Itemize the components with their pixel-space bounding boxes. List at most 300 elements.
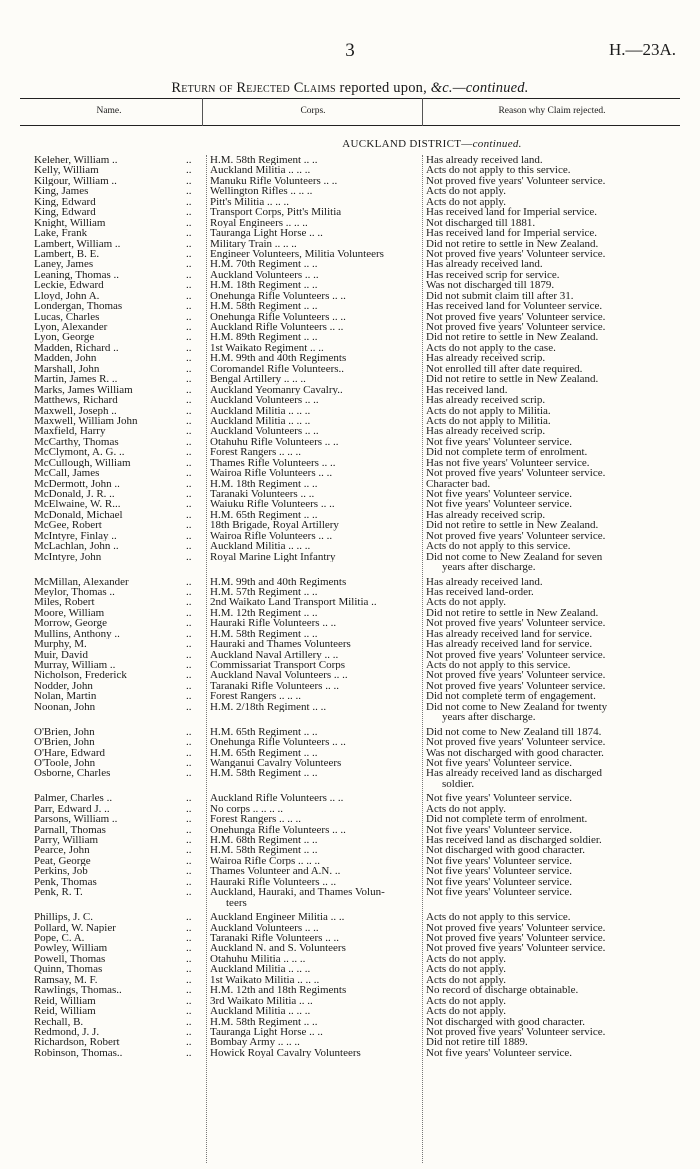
corps-cell: Engineer Volunteers, Militia Volunteers [210, 248, 384, 260]
claimant-name: Parsons, William .. [34, 814, 118, 825]
corps-cell: Auckland Rifle Volunteers .. .. [210, 322, 344, 333]
claimant-name: Palmer, Charles .. [34, 793, 113, 804]
claimant-name: McCullough, William [34, 457, 131, 469]
leader-dots: .. [186, 1015, 192, 1028]
leader-dots: .. [186, 289, 192, 302]
reason-cell: Character bad. [426, 477, 491, 490]
corps-cell: Forest Rangers .. .. .. [210, 447, 302, 458]
table-row [20, 385, 680, 395]
leader-dots: .. [186, 154, 192, 166]
corps-cell: Onehunga Rifle Volunteers .. .. [210, 311, 346, 323]
corps-cell: Wanganui Cavalry Volunteers [210, 757, 342, 769]
reason-cell: Not proved five years' Volunteer service. [426, 321, 606, 333]
leader-dots: .. [186, 362, 192, 375]
title-lead: Return of Rejected Claims [171, 80, 336, 96]
leader-dots: .. [186, 627, 192, 640]
leader-dots: .. [186, 767, 192, 780]
leader-dots: .. [186, 456, 192, 469]
table-row [20, 856, 680, 866]
claimant-name: Ramsay, M. F. [34, 974, 98, 986]
corps-cell: Howick Royal Cavalry Volunteers [210, 1047, 361, 1059]
leader-dots: .. [186, 617, 192, 630]
reason-cell [426, 552, 680, 573]
reason-cell: Did not retire till 1889. [426, 1036, 528, 1049]
reason-cell: Has already received scrip. [426, 394, 546, 407]
leader-dots: .. [186, 394, 192, 407]
reason-cell: Not proved five years' Volunteer service. [426, 921, 606, 934]
reason-cell: Not five years' Volunteer service. [426, 498, 573, 511]
corps-cell: Auckland Militia .. .. .. [210, 415, 311, 427]
claimant-name: Miles, Robert [34, 597, 95, 608]
table-row [20, 996, 680, 1006]
claimant-name: Murray, William .. [34, 660, 116, 671]
leader-dots: .. [186, 331, 192, 344]
table-row [20, 479, 680, 489]
document-reference: H.—23A. [608, 40, 676, 59]
reason-line-continued: years after discharge. [442, 561, 536, 574]
corps-cell: Wairoa Rifle Volunteers .. .. [210, 530, 333, 542]
reason-cell: Not enrolled till after date required. [426, 362, 583, 375]
table-row [20, 814, 680, 824]
corps-cell: H.M. 65th Regiment .. .. [210, 726, 318, 738]
corps-cell: H.M. 70th Regiment .. .. [210, 259, 318, 270]
claimant-name: Maxfield, Harry [34, 426, 106, 437]
corps-cell: Auckland Militia .. .. .. [210, 405, 311, 416]
claimant-name: King, Edward [34, 207, 96, 218]
claimant-name: O'Hare, Edward [34, 747, 106, 758]
corps-cell: Bombay Army .. .. .. [210, 1037, 300, 1048]
claimant-name: Lucas, Charles [34, 311, 100, 323]
claimant-name: Rawlings, Thomas.. [34, 985, 122, 996]
corps-cell: Hauraki Rifle Volunteers .. .. [210, 876, 337, 888]
leader-dots: .. [186, 585, 192, 598]
claimant-name: Leckie, Edward [34, 280, 104, 291]
table-row [20, 964, 680, 974]
reason-cell: Not proved five years' Volunteer service. [426, 648, 606, 661]
leader-dots: .. [186, 498, 192, 511]
reason-cell: Not five years' Volunteer service. [426, 886, 573, 899]
reason-line: Did not come to New Zealand for twenty [426, 700, 608, 713]
claimant-name: McIntyre, John [34, 551, 102, 563]
corps-cell: Waiuku Rifle Volunteers .. .. [210, 499, 335, 510]
corps-cell: Taranaki Rifle Volunteers .. .. [210, 680, 339, 692]
corps-cell: Wairoa Rifle Volunteers .. .. [210, 468, 333, 479]
table-row [20, 468, 680, 478]
leader-dots: .. [186, 341, 192, 354]
leader-dots: .. [186, 1036, 192, 1049]
claimant-name: Martin, James R. .. [34, 374, 118, 385]
claimant-name: Pollard, W. Napier [34, 922, 116, 934]
claimant-name: Noonan, John [34, 701, 96, 713]
claimant-name: Rechall, B. [34, 1016, 84, 1027]
claimant-name: Londergan, Thomas [34, 301, 123, 312]
claimant-name: Nodder, John [34, 680, 93, 692]
corps-cell: Otahuhu Rifle Volunteers .. .. [210, 436, 339, 448]
reason-cell: Acts do not apply. [426, 802, 506, 815]
table-row [20, 249, 680, 259]
corps-line-continued: teers [226, 896, 247, 909]
claimant-name: Reid, William [34, 995, 96, 1007]
table-row [20, 912, 680, 922]
reason-cell: Not five years' Volunteer service. [426, 875, 573, 888]
table-row [20, 845, 680, 855]
reason-cell: Has already received scrip. [426, 352, 546, 365]
table-row [20, 650, 680, 660]
corps-cell: Auckland Volunteers .. .. [210, 269, 319, 281]
reason-cell: Acts do not apply. [426, 994, 506, 1007]
claimant-name: Maxwell, William John [34, 415, 138, 427]
reason-cell: Acts do not apply to Militia. [426, 404, 551, 417]
claimant-name: Robinson, Thomas.. [34, 1047, 123, 1059]
corps-cell: Wellington Rifles .. .. .. [210, 186, 313, 197]
table-row [20, 416, 680, 426]
leader-dots: .. [186, 529, 192, 542]
corps-cell: Auckland Naval Volunteers .. .. [210, 670, 348, 681]
table-row [20, 395, 680, 405]
corps-cell: Wairoa Rifle Corps .. .. .. [210, 855, 321, 867]
table-row [20, 374, 680, 384]
corps-cell: H.M. 99th and 40th Regiments [210, 353, 347, 364]
table-row [20, 887, 680, 908]
table-row [20, 943, 680, 953]
claims-table [20, 155, 680, 1058]
leader-dots: .. [186, 736, 192, 749]
column-header-name: Name. [96, 106, 122, 116]
claimant-name: McIntyre, Finlay .. [34, 530, 117, 542]
corps-cell: H.M. 57th Regiment .. .. [210, 586, 318, 598]
claimant-name: McDermott, John .. [34, 478, 120, 490]
leader-dots: .. [186, 823, 192, 836]
claimant-name: Muir, David [34, 649, 88, 661]
reason-cell: Has received scrip for service. [426, 268, 560, 281]
reason-cell: Acts do not apply to this service. [426, 659, 571, 672]
table-row [20, 793, 680, 803]
corps-cell: Hauraki and Thames Volunteers [210, 639, 351, 650]
table-row [20, 489, 680, 499]
reason-cell: Did not retire to settle in New Zealand. [426, 606, 599, 619]
section-heading-sub: continued. [472, 138, 522, 150]
corps-cell: No corps .. .. .. .. [210, 803, 284, 815]
corps-cell: Auckland Militia .. .. .. [210, 964, 311, 975]
title-middle: reported upon, [335, 80, 431, 96]
corps-cell: H.M. 58th Regiment .. .. [210, 845, 318, 856]
corps-cell: Auckland Naval Artillery .. .. [210, 649, 339, 661]
leader-dots: .. [186, 659, 192, 672]
claimant-name: Powell, Thomas [34, 953, 106, 965]
corps-cell: Onehunga Rifle Volunteers .. .. [210, 290, 346, 302]
claimant-name: Maxwell, Joseph .. [34, 405, 117, 416]
leader-dots: .. [186, 973, 192, 986]
claimant-name: Richardson, Robert [34, 1037, 120, 1048]
table-row [20, 406, 680, 416]
leader-dots: .. [186, 540, 192, 553]
corps-cell: Thames Rifle Volunteers .. .. [210, 457, 336, 469]
table-row [20, 270, 680, 280]
claimant-name: Lambert, William .. [34, 238, 121, 249]
reason-cell: Has already received land. [426, 258, 543, 271]
reason-cell: Acts do not apply. [426, 1005, 506, 1018]
claimant-name: Reid, William [34, 1006, 96, 1017]
table-row [20, 587, 680, 597]
leader-dots: .. [186, 550, 192, 563]
reason-cell: Acts do not apply to this service. [426, 164, 571, 177]
leader-dots: .. [186, 383, 192, 396]
corps-cell: H.M. 99th and 40th Regiments [210, 576, 347, 587]
table-row [20, 577, 680, 587]
claimant-name: McMillan, Alexander [34, 576, 129, 587]
corps-cell: Forest Rangers .. .. .. [210, 814, 302, 825]
claimant-name: Keleher, William .. [34, 155, 118, 166]
reason-cell: Not proved five years' Volunteer service. [426, 174, 606, 187]
corps-cell: Pitt's Militia .. .. .. [210, 196, 289, 208]
corps-cell: Royal Marine Light Infantry [210, 551, 336, 563]
claimant-name: O'Toole, John [34, 757, 96, 769]
leader-dots: .. [186, 488, 192, 500]
corps-cell: Auckland Volunteers .. .. [210, 426, 319, 437]
leader-dots: .. [186, 467, 192, 480]
table-row [20, 954, 680, 964]
corps-cell: Bengal Artillery .. .. .. [210, 374, 306, 385]
reason-cell: Has received land for Imperial service. [426, 206, 598, 219]
leader-dots: .. [186, 446, 192, 459]
column-header-reason: Reason why Claim rejected. [498, 106, 606, 116]
leader-dots: .. [186, 942, 192, 955]
leader-dots: .. [186, 813, 192, 826]
leader-dots: .. [186, 206, 192, 219]
claimant-name: O'Brien, John [34, 726, 95, 738]
corps-line: Auckland, Hauraki, and Thames Volun- [210, 887, 385, 899]
reason-cell: Acts do not apply. [426, 185, 506, 198]
leader-dots: .. [186, 477, 192, 490]
reason-cell: Not proved five years' Volunteer service. [426, 669, 606, 682]
leader-dots: .. [186, 994, 192, 1007]
corps-cell: Auckland Yeomanry Cavalry.. [210, 384, 343, 396]
claimant-name: Parnall, Thomas [34, 824, 106, 836]
claimant-name: Redmond, J. J. [34, 1026, 100, 1038]
claimant-name: Mullins, Anthony .. [34, 628, 120, 640]
reason-cell: Was not discharged with good character. [426, 746, 604, 759]
leader-dots: .. [186, 247, 192, 260]
reason-cell: Not five years' Volunteer service. [426, 823, 573, 836]
claimant-name: McElwaine, W. R... [34, 499, 121, 510]
leader-dots: .. [186, 834, 192, 847]
corps-cell: Royal Engineers .. .. .. [210, 217, 308, 229]
leader-dots: .. [186, 854, 192, 867]
table-row [20, 155, 680, 165]
reason-cell: Not five years' Volunteer service. [426, 435, 573, 448]
reason-line: Has already received land as discharged [426, 767, 603, 780]
table-row [20, 975, 680, 985]
claimant-name: Penk, Thomas [34, 876, 97, 888]
claimant-name: Marshall, John [34, 363, 100, 375]
leader-dots: .. [186, 756, 192, 769]
reason-cell: Acts do not apply. [426, 952, 506, 965]
corps-cell: H.M. 18th Regiment .. .. [210, 280, 318, 291]
leader-dots: .. [186, 195, 192, 208]
corps-cell: H.M. 58th Regiment .. .. [210, 155, 318, 166]
leader-dots: .. [186, 414, 192, 427]
corps-cell: H.M. 89th Regiment .. .. [210, 332, 318, 343]
reason-cell: Has received land-order. [426, 585, 534, 598]
page-number: 3 [345, 40, 355, 61]
reason-cell: Not five years' Volunteer service. [426, 1046, 573, 1059]
corps-cell: H.M. 2/18th Regiment .. .. [210, 701, 327, 713]
corps-cell: H.M. 65th Regiment .. .. [210, 747, 318, 758]
claimant-name: Penk, R. T. [34, 887, 83, 898]
reason-cell: Not proved five years' Volunteer service. [426, 467, 606, 480]
claimant-name: Morrow, George [34, 618, 108, 629]
reason-cell: Was not discharged till 1879. [426, 279, 555, 292]
reason-cell: Has already received land. [426, 575, 543, 588]
corps-cell: Transport Corps, Pitt's Militia [210, 207, 342, 218]
reason-cell: Has already received land for service. [426, 638, 593, 651]
claimant-name: McDonald, Michael [34, 509, 123, 521]
table-row [20, 280, 680, 290]
corps-cell: Military Train .. .. .. [210, 238, 297, 249]
column-header-row [20, 98, 680, 126]
reason-cell: Has received land for Volunteer service. [426, 300, 603, 313]
claimant-name: Parry, William [34, 835, 99, 846]
table-row [20, 1048, 680, 1058]
table-row [20, 1037, 680, 1047]
leader-dots: .. [186, 268, 192, 281]
reason-cell: Not discharged with good character. [426, 1015, 585, 1028]
leader-dots: .. [186, 174, 192, 187]
claimant-name: Kelly, William [34, 165, 99, 176]
corps-cell: Onehunga Rifle Volunteers .. .. [210, 824, 346, 836]
claimant-name: McLachlan, John .. [34, 541, 119, 552]
claimant-name: McCarthy, Thomas [34, 436, 119, 448]
leader-dots: .. [186, 875, 192, 888]
claimant-name: Perkins, Job [34, 866, 88, 877]
table-row [20, 1006, 680, 1016]
leader-dots: .. [186, 802, 192, 815]
reason-cell: No record of discharge obtainable. [426, 984, 579, 997]
leader-dots: .. [186, 648, 192, 661]
leader-dots: .. [186, 258, 192, 271]
corps-cell: Forest Rangers .. .. .. [210, 691, 302, 702]
claimant-name: O'Brien, John [34, 737, 95, 748]
corps-cell: H.M. 58th Regiment .. .. [210, 628, 318, 640]
leader-dots: .. [186, 792, 192, 805]
reason-cell: Acts do not apply. [426, 963, 506, 976]
claimant-name: Laney, James [34, 259, 94, 270]
reason-cell: Has not five years' Volunteer service. [426, 456, 590, 469]
corps-cell: Auckland Rifle Volunteers .. .. [210, 793, 344, 804]
reason-cell: Not five years' Volunteer service. [426, 488, 573, 500]
return-title [0, 80, 700, 97]
corps-cell: Taranaki Volunteers .. .. [210, 489, 315, 500]
leader-dots: .. [186, 519, 192, 532]
leader-dots: .. [186, 237, 192, 250]
claimant-name: McCall, James [34, 468, 100, 479]
corps-cell: Auckland Militia .. .. .. [210, 541, 311, 552]
leader-dots: .. [186, 911, 192, 924]
leader-dots: .. [186, 227, 192, 240]
reason-cell: Acts do not apply. [426, 195, 506, 208]
claimant-name: Lyon, Alexander [34, 322, 108, 333]
claimant-name: Leaning, Thomas .. [34, 269, 120, 281]
corps-cell: Coromandel Rifle Volunteers.. [210, 363, 345, 375]
leader-dots: .. [186, 300, 192, 313]
reason-cell: Not proved five years' Volunteer service. [426, 679, 606, 692]
reason-cell: Did not retire to settle in New Zealand. [426, 373, 599, 386]
corps-cell: H.M. 65th Regiment .. .. [210, 509, 318, 521]
table-row [20, 207, 680, 217]
table-row [20, 186, 680, 196]
reason-cell: Acts do not apply to the case. [426, 341, 556, 354]
leader-dots: .. [186, 373, 192, 386]
corps-cell: Taranaki Rifle Volunteers .. .. [210, 933, 339, 944]
leader-dots: .. [186, 963, 192, 976]
leader-dots: .. [186, 321, 192, 333]
leader-dots: .. [186, 921, 192, 934]
corps-cell: Tauranga Light Horse .. .. [210, 228, 323, 239]
reason-cell: Acts do not apply to this service. [426, 540, 571, 553]
leader-dots: .. [186, 932, 192, 944]
leader-dots: .. [186, 886, 192, 899]
reason-cell: Has received land for Imperial service. [426, 227, 598, 240]
claimant-name: McGee, Robert [34, 520, 102, 531]
claimant-name: King, Edward [34, 196, 96, 208]
reason-cell: Did not retire to settle in New Zealand. [426, 237, 599, 250]
claimant-name: Pearce, John [34, 845, 90, 856]
leader-dots: .. [186, 865, 192, 878]
table-row [20, 259, 680, 269]
leader-dots: .. [186, 1046, 192, 1059]
corps-cell: H.M. 68th Regiment .. .. [210, 835, 318, 846]
claimant-name: McDonald, J. R. .. [34, 489, 115, 500]
leader-dots: .. [186, 310, 192, 323]
claimant-name: McClymont, A. G. .. [34, 447, 125, 458]
table-row [20, 877, 680, 887]
table-row [20, 552, 680, 573]
reason-cell: Has received land as discharged soldier. [426, 834, 602, 847]
table-row [20, 702, 680, 723]
corps-cell: Otahuhu Militia .. .. .. [210, 953, 306, 965]
corps-cell: 2nd Waikato Land Transport Militia .. [210, 597, 377, 608]
reason-cell: Not five years' Volunteer service. [426, 854, 573, 867]
title-tail: &c.—continued. [430, 80, 529, 96]
table-row [20, 343, 680, 353]
corps-cell: Manuku Rifle Volunteers .. .. [210, 175, 338, 187]
claimant-name: Moore, William [34, 607, 105, 619]
reason-cell: Did not complete term of enrolment. [426, 813, 588, 826]
reason-cell: Did not come to New Zealand till 1874. [426, 725, 602, 738]
corps-cell: Auckland Volunteers .. .. [210, 395, 319, 406]
corps-cell: Auckland N. and S. Volunteers [210, 943, 346, 954]
reason-cell: Acts do not apply to this service. [426, 911, 571, 924]
leader-dots: .. [186, 746, 192, 759]
table-row [20, 176, 680, 186]
table-row [20, 531, 680, 541]
reason-line: Did not come to New Zealand for seven [426, 550, 603, 563]
reason-cell: Not proved five years' Volunteer service. [426, 1025, 606, 1038]
reason-line-continued: soldier. [442, 777, 475, 790]
reason-cell: Acts do not apply. [426, 596, 506, 609]
reason-cell: Not proved five years' Volunteer service. [426, 932, 606, 944]
reason-cell: Not proved five years' Volunteer service. [426, 942, 606, 955]
corps-cell: H.M. 58th Regiment .. .. [210, 768, 318, 779]
reason-cell: Not five years' Volunteer service. [426, 756, 573, 769]
claimant-name: Nicholson, Frederick [34, 670, 127, 681]
leader-dots: .. [186, 185, 192, 198]
claimant-name: Murphy, M. [34, 639, 87, 650]
leader-dots: .. [186, 164, 192, 177]
leader-dots: .. [186, 216, 192, 229]
leader-dots: .. [186, 984, 192, 997]
corps-cell: Auckland Militia .. .. .. [210, 1006, 311, 1017]
